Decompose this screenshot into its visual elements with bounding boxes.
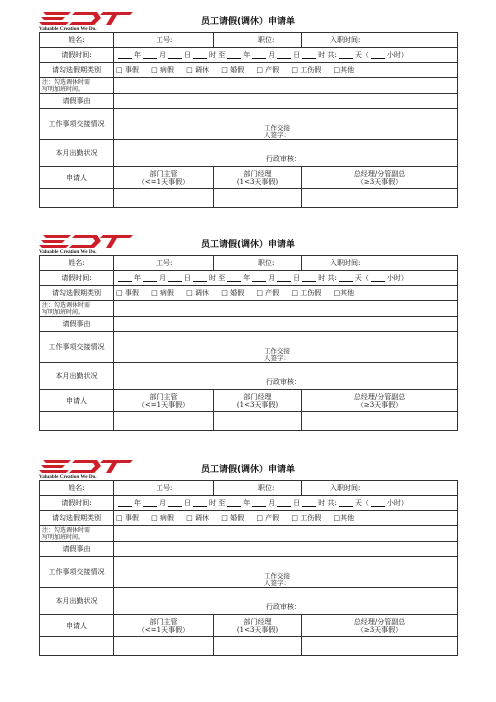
checkbox-sick-leave[interactable]: □ 病假 xyxy=(151,289,174,297)
form-header xyxy=(39,233,457,255)
supervisor-signature[interactable] xyxy=(114,189,214,208)
row-approvals xyxy=(40,167,458,189)
position-cell[interactable]: 职位: xyxy=(214,33,302,48)
row-leave-type xyxy=(40,286,458,301)
row-basic-info xyxy=(40,481,458,496)
admin-review-label: 行政审核： xyxy=(266,603,301,611)
row-approvals xyxy=(40,390,458,412)
reason-label: 请假事由 xyxy=(40,317,114,332)
row-signatures xyxy=(40,412,458,431)
attendance-label: 本月出勤状况 xyxy=(40,363,114,390)
gm-approval-header: 总经理/分管副总 （≥3天事假） xyxy=(302,167,458,189)
row-reason xyxy=(40,317,458,332)
row-signatures xyxy=(40,637,458,656)
leave-type-options[interactable] xyxy=(114,511,458,526)
row-note xyxy=(40,301,458,317)
leave-form xyxy=(39,10,457,208)
checkbox-other-leave[interactable]: □其他 xyxy=(333,289,355,297)
id-cell[interactable]: 工号: xyxy=(114,481,214,496)
row-reason xyxy=(40,94,458,109)
logo-text: Valuable Creation We Do. xyxy=(39,26,97,31)
handover-label: 工作事项交接情况 xyxy=(40,557,114,588)
manager-signature[interactable] xyxy=(214,412,302,431)
attendance-label: 本月出勤状况 xyxy=(40,140,114,167)
row-basic-info xyxy=(40,256,458,271)
handover-label: 工作事项交接情况 xyxy=(40,332,114,363)
applicant-label: 申请人 xyxy=(40,615,114,637)
leave-type-label: 请勾选假期类别 xyxy=(40,511,114,526)
checkbox-sick-leave[interactable]: □ 病假 xyxy=(151,66,174,74)
row-basic-info xyxy=(40,33,458,48)
attendance-field[interactable] xyxy=(114,363,458,390)
checkbox-marriage-leave[interactable]: □ 婚假 xyxy=(221,514,245,522)
checkbox-injury-leave[interactable]: □ 工伤假 xyxy=(291,289,322,297)
supervisor-signature[interactable] xyxy=(114,637,214,656)
leave-type-options[interactable] xyxy=(114,63,458,78)
leave-type-label: 请勾选假期类别 xyxy=(40,63,114,78)
row-leave-type xyxy=(40,511,458,526)
applicant-signature[interactable] xyxy=(40,637,114,656)
row-attendance xyxy=(40,588,458,615)
checkbox-compensatory-leave[interactable]: □ 调休 xyxy=(186,514,209,522)
reason-field[interactable] xyxy=(114,94,458,109)
row-attendance xyxy=(40,140,458,167)
name-label: 姓名: xyxy=(40,256,114,271)
id-cell[interactable]: 工号: xyxy=(114,256,214,271)
supervisor-signature[interactable] xyxy=(114,412,214,431)
row-leave-time xyxy=(40,48,458,63)
supervisor-approval-header: 部门主管 （<=1天事假） xyxy=(114,615,214,637)
admin-review-label: 行政审核： xyxy=(266,378,301,386)
reason-field[interactable] xyxy=(114,542,458,557)
checkbox-maternity-leave[interactable]: □ 产假 xyxy=(256,66,280,74)
checkbox-sick-leave[interactable]: □ 病假 xyxy=(151,514,174,522)
handover-label: 工作事项交接情况 xyxy=(40,109,114,140)
leave-form xyxy=(39,233,457,431)
manager-approval-header: 部门经理 (1<3天事假) xyxy=(214,615,302,637)
row-note xyxy=(40,78,458,94)
applicant-label: 申请人 xyxy=(40,390,114,412)
gm-signature[interactable] xyxy=(302,189,458,208)
checkbox-marriage-leave[interactable]: □ 婚假 xyxy=(221,289,245,297)
logo-text: Valuable Creation We Do. xyxy=(39,249,97,254)
checkbox-maternity-leave[interactable]: □ 产假 xyxy=(256,289,280,297)
checkbox-marriage-leave[interactable]: □ 婚假 xyxy=(221,66,245,74)
form-title: 员工请假(调休）申请单 xyxy=(200,17,296,27)
form-table xyxy=(39,32,458,208)
reason-label: 请假事由 xyxy=(40,94,114,109)
form-header xyxy=(39,10,457,32)
form-header xyxy=(39,458,457,480)
attendance-field[interactable] xyxy=(114,140,458,167)
reason-field[interactable] xyxy=(114,317,458,332)
row-attendance xyxy=(40,363,458,390)
name-label: 姓名: xyxy=(40,481,114,496)
gm-approval-header: 总经理/分管副总 （≥3天事假） xyxy=(302,615,458,637)
checkbox-personal-leave[interactable]: □ 事假 xyxy=(116,289,139,297)
row-approvals xyxy=(40,615,458,637)
manager-approval-header: 部门经理 (1<3天事假) xyxy=(214,390,302,412)
form-title: 员工请假(调休）申请单 xyxy=(200,465,296,475)
attendance-field[interactable] xyxy=(114,588,458,615)
admin-review-label: 行政审核： xyxy=(266,155,301,163)
form-table xyxy=(39,480,458,656)
gm-signature[interactable] xyxy=(302,412,458,431)
manager-signature[interactable] xyxy=(214,189,302,208)
handover-signature: 工作交接 人签字： xyxy=(264,572,290,587)
row-handover xyxy=(40,109,458,140)
row-signatures xyxy=(40,189,458,208)
handover-field[interactable] xyxy=(114,332,458,363)
attendance-label: 本月出勤状况 xyxy=(40,588,114,615)
checkbox-other-leave[interactable]: □其他 xyxy=(333,66,355,74)
supervisor-approval-header: 部门主管 （<=1天事假） xyxy=(114,390,214,412)
position-cell[interactable]: 职位: xyxy=(214,481,302,496)
gm-approval-header: 总经理/分管副总 （≥3天事假） xyxy=(302,390,458,412)
form-title: 员工请假(调休）申请单 xyxy=(200,240,296,250)
leave-type-options[interactable] xyxy=(114,286,458,301)
leave-type-label: 请勾选假期类别 xyxy=(40,286,114,301)
checkbox-injury-leave[interactable]: □ 工伤假 xyxy=(291,66,322,74)
handover-field[interactable] xyxy=(114,109,458,140)
logo-text: Valuable Creation We Do. xyxy=(39,474,97,479)
manager-signature[interactable] xyxy=(214,637,302,656)
join-cell[interactable]: 入职时间: xyxy=(302,481,458,496)
checkbox-maternity-leave[interactable]: □ 产假 xyxy=(256,514,280,522)
applicant-label: 申请人 xyxy=(40,167,114,189)
leave-time-field[interactable]: 年 月 日 时 至 年 月 日 时 共: 天（ 小时） xyxy=(114,271,458,286)
leave-form xyxy=(39,458,457,656)
row-handover xyxy=(40,557,458,588)
handover-signature: 工作交接 人签字： xyxy=(264,124,290,139)
form-table xyxy=(39,255,458,431)
applicant-signature[interactable] xyxy=(40,412,114,431)
id-cell[interactable]: 工号: xyxy=(114,33,214,48)
position-cell[interactable]: 职位: xyxy=(214,256,302,271)
checkbox-personal-leave[interactable]: □ 事假 xyxy=(116,514,139,522)
overtime-note: 注：勾选调休时需 写明加班时间。 xyxy=(40,301,114,317)
checkbox-compensatory-leave[interactable]: □ 调休 xyxy=(186,289,209,297)
checkbox-injury-leave[interactable]: □ 工伤假 xyxy=(291,514,322,522)
overtime-field[interactable] xyxy=(114,301,458,317)
row-reason xyxy=(40,542,458,557)
leave-time-label: 请假时间: xyxy=(40,496,114,511)
row-leave-time xyxy=(40,496,458,511)
gm-signature[interactable] xyxy=(302,637,458,656)
row-leave-type xyxy=(40,63,458,78)
row-leave-time xyxy=(40,271,458,286)
manager-approval-header: 部门经理 (1<3天事假) xyxy=(214,167,302,189)
leave-time-field[interactable]: 年 月 日 时 至 年 月 日 时 共: 天（ 小时） xyxy=(114,496,458,511)
row-handover xyxy=(40,332,458,363)
leave-time-field[interactable]: 年 月 日 时 至 年 月 日 时 共: 天（ 小时） xyxy=(114,48,458,63)
overtime-field[interactable] xyxy=(114,526,458,542)
leave-time-label: 请假时间: xyxy=(40,48,114,63)
join-cell[interactable]: 入职时间: xyxy=(302,256,458,271)
handover-field[interactable] xyxy=(114,557,458,588)
checkbox-personal-leave[interactable]: □ 事假 xyxy=(116,66,139,74)
reason-label: 请假事由 xyxy=(40,542,114,557)
join-cell[interactable]: 入职时间: xyxy=(302,33,458,48)
overtime-note: 注：勾选调休时需 写明加班时间。 xyxy=(40,78,114,94)
overtime-field[interactable] xyxy=(114,78,458,94)
name-label: 姓名: xyxy=(40,33,114,48)
row-note xyxy=(40,526,458,542)
overtime-note: 注：勾选调休时需 写明加班时间。 xyxy=(40,526,114,542)
leave-time-label: 请假时间: xyxy=(40,271,114,286)
supervisor-approval-header: 部门主管 （<=1天事假） xyxy=(114,167,214,189)
applicant-signature[interactable] xyxy=(40,189,114,208)
checkbox-compensatory-leave[interactable]: □ 调休 xyxy=(186,66,209,74)
checkbox-other-leave[interactable]: □其他 xyxy=(333,514,355,522)
handover-signature: 工作交接 人签字： xyxy=(264,347,290,362)
